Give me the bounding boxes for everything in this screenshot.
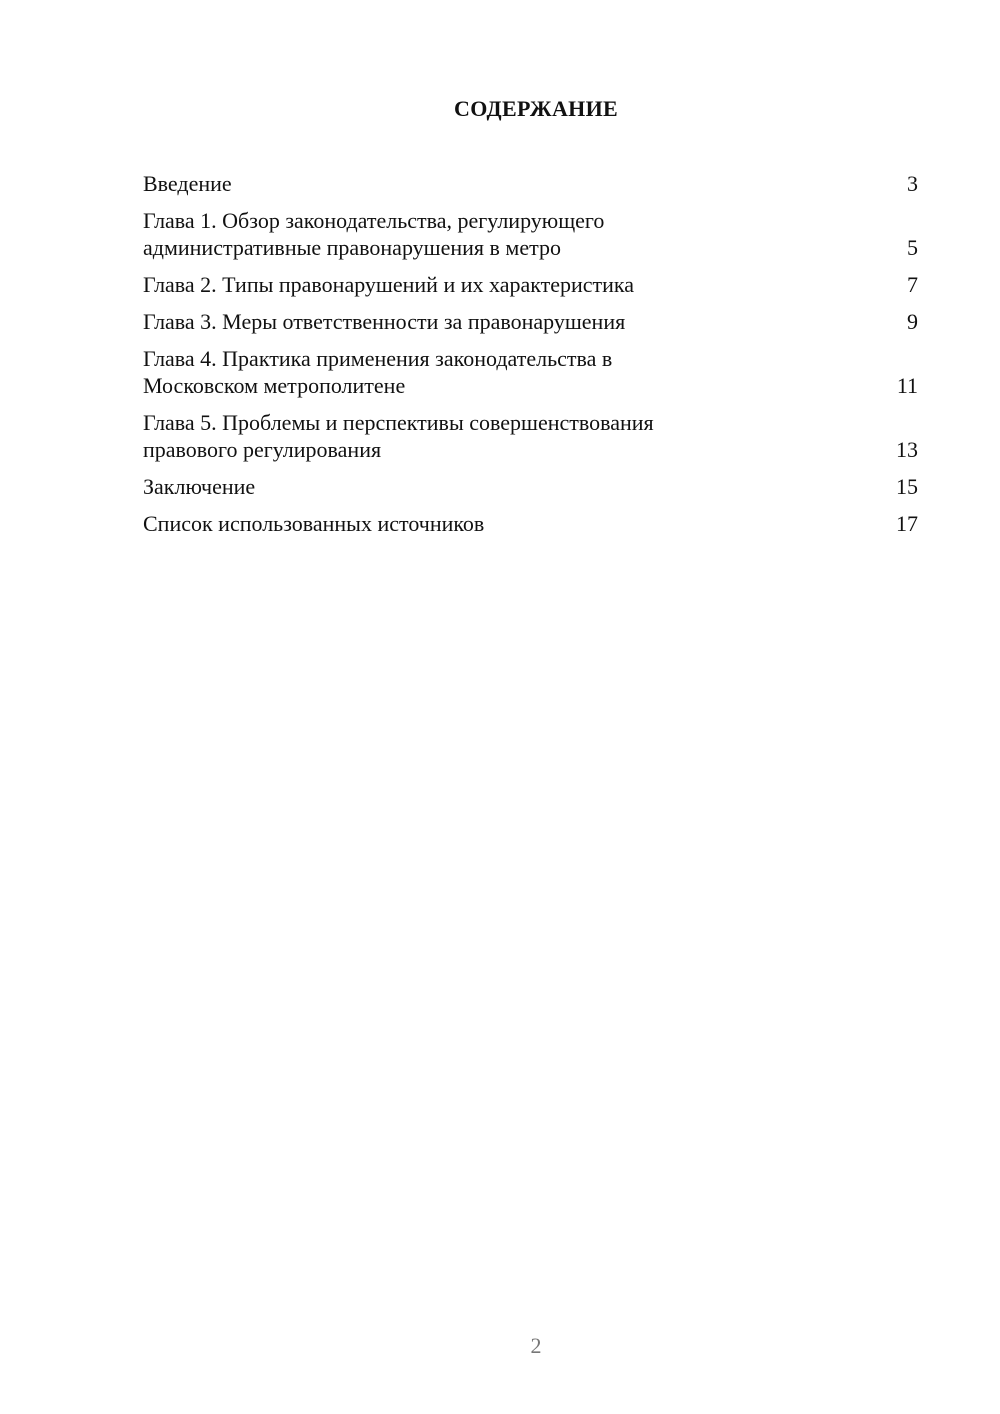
toc-entry-page: 15 (896, 474, 918, 499)
toc-entry-chapter-5[interactable] (143, 409, 918, 463)
toc-entry-page: 9 (907, 309, 918, 334)
toc-entry-references[interactable] (143, 510, 918, 537)
toc-entry-page: 5 (907, 235, 918, 260)
toc-entry-introduction[interactable] (143, 170, 918, 197)
toc-entry-chapter-3[interactable] (143, 308, 918, 335)
toc-entry-page: 13 (896, 437, 918, 462)
toc-entry-page: 17 (896, 511, 918, 536)
toc-entry-chapter-4[interactable] (143, 345, 918, 399)
toc-entry-page: 11 (896, 373, 918, 398)
toc-entry-page: 7 (907, 272, 918, 297)
toc-entry-label: Глава 3. Меры ответственности за правонарушения (143, 309, 626, 334)
page-number: 2 (530, 1333, 542, 1358)
toc-entry-chapter-2[interactable] (143, 271, 918, 298)
toc-entry-conclusion[interactable] (143, 473, 918, 500)
table-of-contents (143, 170, 918, 547)
toc-entry-label: Глава 1. Обзор законодательства, регулирующего административные правонарушения в метро (143, 208, 605, 260)
toc-entry-label: Глава 5. Проблемы и перспективы совершенствования правового регулирования (143, 410, 654, 462)
toc-entry-label: Глава 4. Практика применения законодательства в Московском метрополитене (143, 346, 613, 398)
toc-title: СОДЕРЖАНИЕ (454, 96, 618, 121)
toc-entry-label: Введение (143, 171, 232, 196)
toc-entry-label: Список использованных источников (143, 511, 485, 536)
toc-entry-label: Глава 2. Типы правонарушений и их характеристика (143, 272, 635, 297)
toc-entry-label: Заключение (143, 474, 256, 499)
toc-entry-chapter-1[interactable] (143, 207, 918, 261)
toc-entry-page: 3 (907, 171, 918, 196)
